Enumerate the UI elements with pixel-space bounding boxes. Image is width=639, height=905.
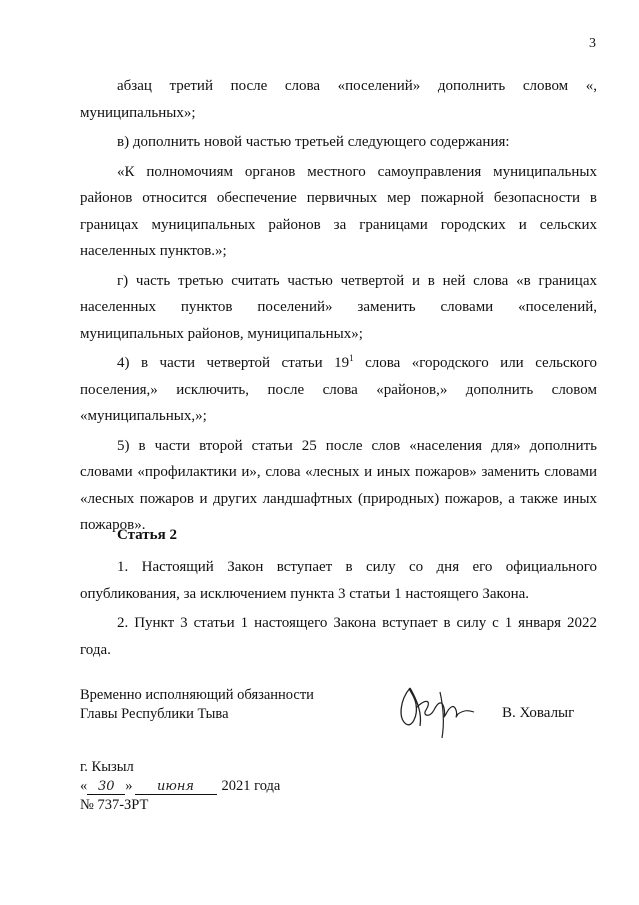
- article-2-item-1: 1. Настоящий Закон вступает в силу со дня его официального опубликования, за исключением пункта 3 статьи 1 настоящего Закона.: [80, 559, 597, 602]
- signatory-title-line-1: Временно исполняющий обязанности: [80, 687, 314, 703]
- article-2-item-2: 2. Пункт 3 статьи 1 настоящего Закона вступает в силу с 1 января 2022 года.: [80, 615, 597, 658]
- signing-date: [80, 777, 280, 796]
- city: г. Кызыл: [80, 759, 134, 775]
- handwritten-signature: [396, 680, 478, 744]
- paragraph-4-start: 4) в части четвертой статьи 19: [117, 355, 350, 371]
- page-number: 3: [589, 36, 596, 51]
- signatory-title: [80, 686, 314, 724]
- article-2-heading: Статья 2: [117, 527, 177, 543]
- amendments-text: [80, 73, 597, 539]
- document-footer: [80, 758, 280, 815]
- paragraph-quote: «К полномочиям органов местного самоуправления муниципальных районов относится обеспечение первичных мер пожарной безопасности в границах муниципальных районов за границами городских и сельских населенных пунктов.»;: [80, 163, 597, 259]
- superscript-one: 1: [349, 353, 354, 363]
- paragraph-v: в) дополнить новой частью третьей следующего содержания:: [117, 134, 510, 150]
- article-2-body: [80, 554, 597, 663]
- paragraph-abzac: абзац третий после слова «поселений» дополнить словом «, муниципальных»;: [80, 78, 597, 121]
- date-day-handwritten: 30: [87, 779, 125, 795]
- signatory-name: В. Ховалыг: [502, 705, 575, 721]
- date-close-quote: »: [125, 778, 133, 794]
- date-year: 2021 года: [221, 778, 281, 794]
- signatory-title-line-2: Главы Республики Тыва: [80, 706, 229, 722]
- paragraph-5: 5) в части второй статьи 25 после слов «населения для» дополнить словами «профилактики и», слова «лесных и иных пожаров» заменить словами «лесных пожаров и других ландшафтных (природных) пожаров, а также иных пожаров».: [80, 437, 597, 533]
- paragraph-g: г) часть третью считать частью четвертой и в ней слова «в границах населенных пунктов поселений» заменить словами «поселений, муниципальных районов, муниципальных»;: [80, 272, 597, 342]
- paragraph-4: [80, 350, 597, 430]
- law-number: № 737-ЗРТ: [80, 797, 149, 813]
- date-month-handwritten: июня: [135, 779, 217, 795]
- paragraph-4-end: слова «городского или сельского поселения,» исключить, после слова «районов,» дополнить словом «муниципальных,»;: [80, 355, 597, 424]
- date-open-quote: «: [80, 778, 88, 794]
